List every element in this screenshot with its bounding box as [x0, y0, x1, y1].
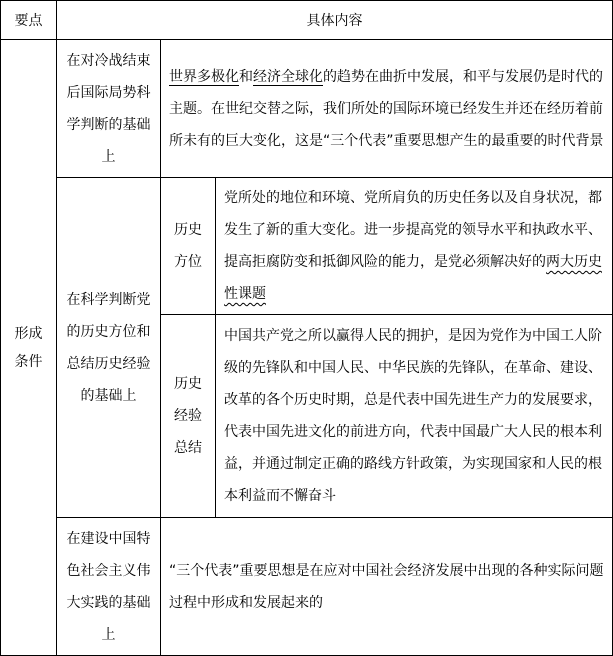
content-cell [161, 40, 613, 178]
content-text: 中国共产党之所以赢得人民的拥护，是因为党作为中国工人阶级的先锋队和中国人民、中华民族的先锋队，在革命、建设、改革的各个历史时期，总是代表中国先进生产力的发展要求，代表中国先进文化的前进方向，代表中国最广大人民的根本利益，并通过制定正确的路线方针政策，为实现国家和人民的根本利益而不懈奋斗 [224, 328, 602, 504]
underlined-term: 两大历史性课题 [224, 254, 602, 302]
main-label: 形成条件 [14, 325, 43, 370]
sub-label-cell [161, 315, 216, 518]
sub-label: 历史方位 [174, 222, 202, 270]
basis-text: 在科学判断党的历史方位和总结历史经验的基础上 [66, 291, 151, 404]
main-label-cell [1, 40, 57, 656]
basis-text: 在建设中国特色社会主义伟大实践的基础上 [66, 530, 151, 643]
underlined-term: 世界多极化 [169, 68, 239, 85]
content-text: 党所处的地位和环境、党所肩负的历史任务以及自身状况，都发生了新的重大变化。进一步提高党的领导水平和执政水平、提高拒腐防变和抵御风险的能力，是党必须解决好的 [224, 190, 602, 270]
content-cell [216, 315, 613, 518]
table-row [1, 518, 613, 656]
header-row [1, 1, 613, 40]
content-cell [161, 518, 613, 656]
table-row [1, 40, 613, 178]
header-cell-content: 具体内容 [57, 1, 613, 40]
sub-label-cell [161, 178, 216, 315]
basis-cell [57, 518, 161, 656]
content-text: “三个代表”重要思想是在应对中国社会经济发展中出现的各种实际问题过程中形成和发展起来的 [169, 562, 604, 611]
table-row [1, 178, 613, 315]
basis-cell [57, 40, 161, 178]
basis-text: 在对冷战结束后国际局势科学判断的基础上 [66, 52, 151, 165]
content-text: 的趋势在曲折中发展，和平与发展仍是时代的主题。在世纪交替之际，我们所处的国际环境已经发生并还在经历着前所未有的巨大变化，这是“三个代表”重要思想产生的最重要的时代背景 [169, 68, 604, 149]
content-text: 和 [239, 68, 253, 85]
underlined-term: 经济全球化 [253, 68, 323, 85]
basis-cell [57, 178, 161, 518]
header-cell-key-points: 要点 [1, 1, 57, 40]
sub-label: 历史经验总结 [174, 376, 202, 456]
content-cell [216, 178, 613, 315]
